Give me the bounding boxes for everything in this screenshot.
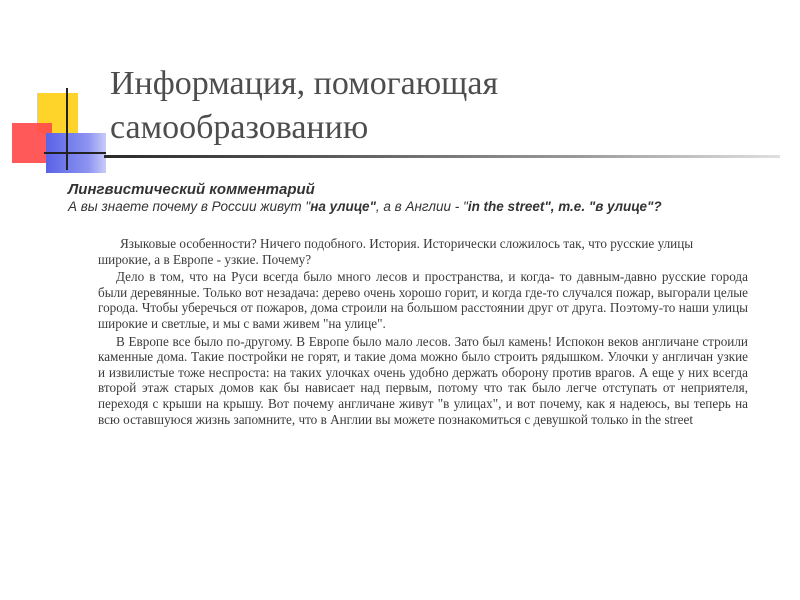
body-text bbox=[98, 236, 748, 429]
paragraph-3: В Европе все было по-другому. В Европе было мало лесов. Зато был камень! Испокон веков англичане строили каменные дома. Такие постройки не горят, и такие дома можно было строить рядышком. Улочки у англичан узкие и извилистые тоже неспроста: на таких улочках очень удобно держать оборону против врагов. А еще у них всегда второй этаж старых домов как бы нависает над первым, потому что так было легче отступать от неприятеля, переходя с крыши на крышу. Вот почему англичане живут "в улицах", и вот почему, как я надеюсь, вы теперь на всю оставшуюся жизнь запомните, что в Англии вы можете познакомиться с девушкой только in the street bbox=[98, 333, 748, 427]
decor-vertical-line bbox=[66, 88, 68, 170]
paragraph-1: Языковые особенности? Ничего подобного. История. Исторически сложилось так, что русские улицы широкие, а в Европе - узкие. Почему? bbox=[98, 236, 694, 267]
question-part-4: in the street", т.е. "в улице"? bbox=[467, 199, 662, 214]
slide-title: Информация, помогающая самообразованию bbox=[110, 65, 499, 146]
title-underline bbox=[104, 155, 780, 158]
decor-horizontal-line bbox=[44, 152, 106, 154]
question-part-1: А вы знаете почему в России живут " bbox=[68, 199, 311, 214]
question-line bbox=[68, 199, 788, 214]
paragraph-2: Дело в том, что на Руси всегда было много лесов и пространства, и когда- то давным-давно русские города были деревянные. Только вот незадача: дерево очень хорошо горит, и когда где-то случался пожар, выгорали целые города. Чтобы уберечься от пожаров, дома строили на большом расстоянии друг от друга. Поэтому-то наши улицы широкие и светлые, и мы с вами живем "на улице". bbox=[98, 269, 748, 331]
section-heading: Лингвистический комментарий bbox=[68, 181, 315, 198]
question-part-2: на улице" bbox=[310, 199, 376, 214]
question-part-3: , а в Англии - " bbox=[375, 199, 468, 214]
